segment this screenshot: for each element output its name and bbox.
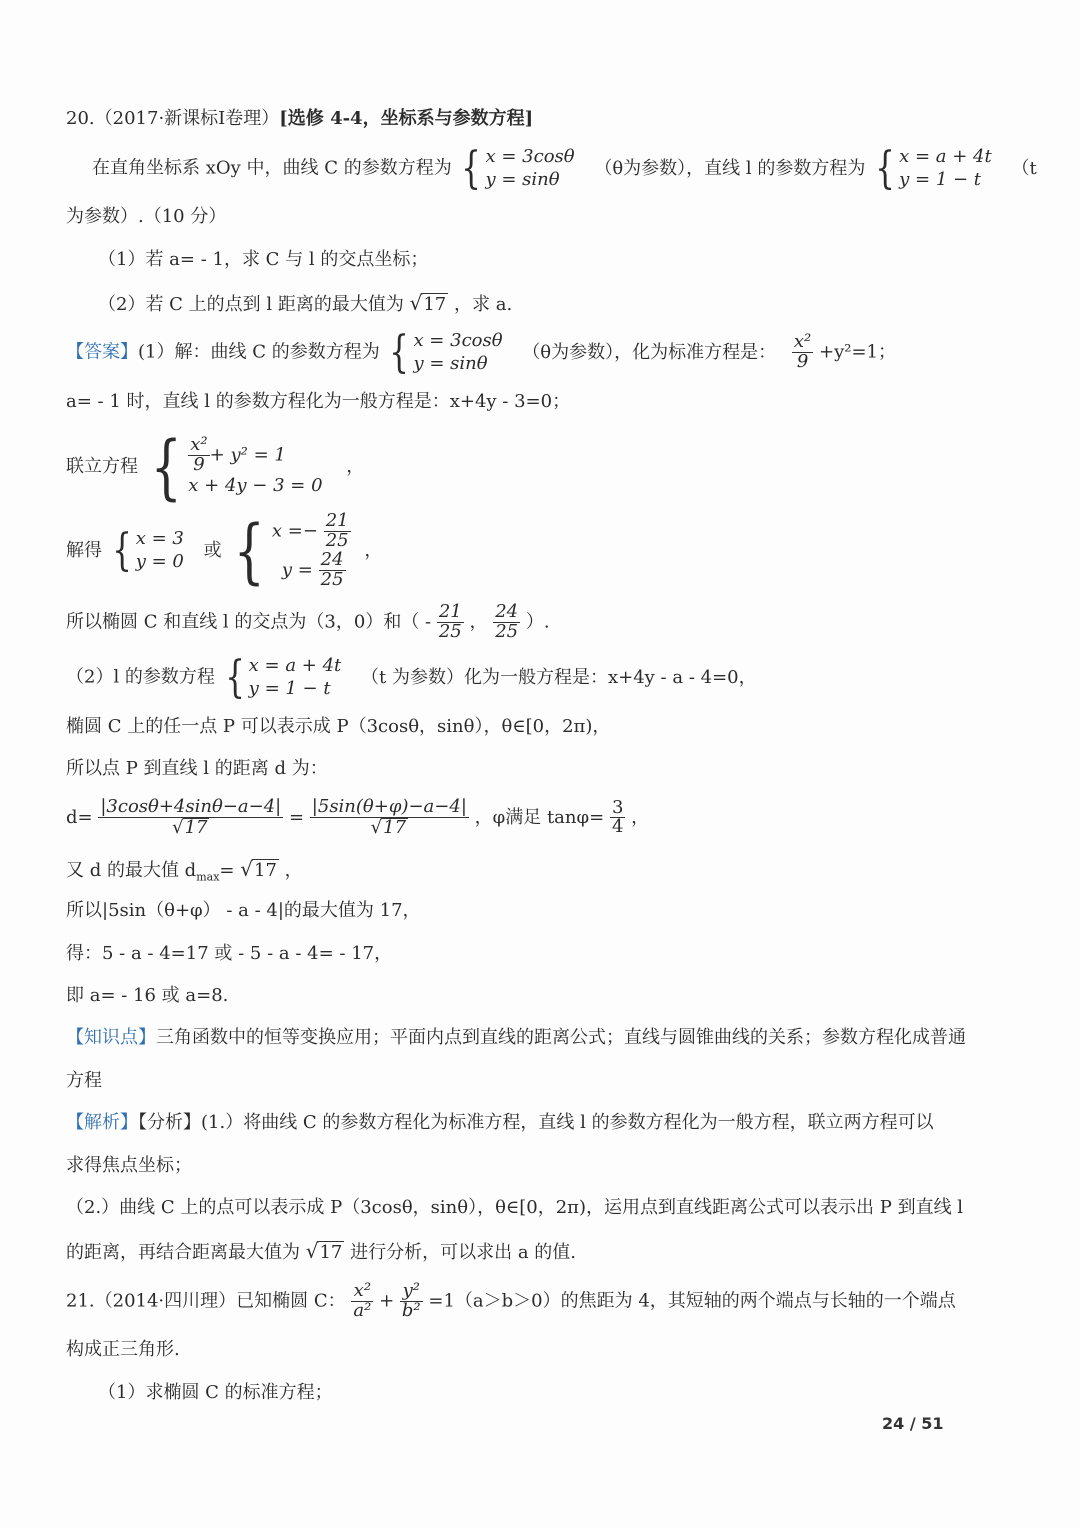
denominator: b² [401, 1299, 421, 1321]
left-brace: { [389, 326, 410, 378]
eq-y: y = 0 [135, 550, 184, 572]
page-number: 24 / 51 [882, 1414, 944, 1433]
fraction [351, 1282, 373, 1321]
eq-y: y = sinθ [485, 168, 560, 190]
text: = [219, 860, 235, 881]
analysis-line [66, 1112, 934, 1134]
question-21-part-1: （1）求椭圆 C 的标准方程； [98, 1382, 333, 1403]
question-header [66, 108, 533, 130]
denominator: a² [353, 1299, 372, 1321]
numerator: x² [793, 331, 812, 353]
eq-row: x + 4y − 3 = 0 [188, 475, 323, 497]
param-system [485, 146, 574, 191]
left-brace: { [875, 142, 895, 194]
sqrt-value: 17 [319, 1242, 343, 1263]
text: 21.（2014·四川理）已知椭圆 C： [66, 1290, 346, 1312]
answer-line [66, 857, 303, 884]
text: ， [284, 860, 303, 881]
text: d= [66, 806, 93, 828]
param-system [899, 146, 992, 191]
text: 进行分析，可以求出 a 的值. [350, 1242, 577, 1263]
question-21-line: 构成正三角形. [66, 1339, 180, 1360]
analysis-tag: 【解析】 [66, 1112, 138, 1133]
question-21-line [66, 1282, 956, 1321]
sqrt-symbol: √ [409, 291, 423, 315]
question-line [92, 142, 1037, 194]
text: ， [364, 539, 383, 561]
eq-x: x =− [271, 520, 318, 542]
distance-formula [66, 798, 649, 838]
text: 联立方程 [66, 456, 138, 477]
eq-x: x = 3 [135, 528, 184, 550]
text: = [288, 806, 305, 828]
answer-tag: 【答案】 [66, 341, 138, 363]
analysis-line [66, 1239, 576, 1264]
text: （θ为参数），直线 l 的参数方程为 [594, 157, 866, 179]
text: 的距离，再结合距离最大值为 [66, 1242, 300, 1263]
left-brace: { [150, 426, 182, 508]
subscript: max [196, 870, 220, 884]
fraction [98, 798, 283, 838]
text: ）. [525, 611, 550, 633]
text: 或 [203, 539, 222, 561]
fraction [310, 798, 469, 838]
text: +y²=1； [818, 341, 896, 363]
left-brace: { [234, 509, 266, 592]
answer-line: 椭圆 C 上的任一点 P 可以表示成 P（3cosθ，sinθ），θ∈[0，2π)， [66, 716, 611, 737]
fraction [792, 333, 813, 372]
eq-x: x = a + 4t [248, 655, 342, 676]
denominator: 9 [796, 351, 809, 372]
answer-line: 所以|5sin（θ+φ） - a - 4|的最大值为 17， [66, 900, 421, 921]
answer-system [66, 426, 365, 508]
fraction [319, 548, 346, 590]
numerator: 21 [325, 510, 349, 531]
answer-line: 所以点 P 到直线 l 的距离 d 为： [66, 758, 328, 779]
denominator: 25 [325, 529, 349, 551]
answer-line [66, 326, 896, 378]
fraction [610, 796, 625, 838]
denominator: 9 [193, 454, 205, 476]
question-source: （2017·新课标Ⅰ卷理） [94, 108, 280, 129]
fraction [324, 512, 351, 551]
answer-line: a= - 1 时，直线 l 的参数方程化为一般方程是：x+4y - 3=0； [66, 391, 571, 412]
sqrt-symbol: √ [172, 816, 184, 838]
eq-y: y = 1 − t [248, 677, 331, 699]
eq-x: x = a + 4t [899, 146, 992, 167]
text: =1（a＞b＞0）的焦距为 4，其短轴的两个端点与长轴的一个端点 [428, 1290, 956, 1312]
param-system [249, 655, 342, 700]
left-brace: { [461, 142, 482, 194]
sqrt-value: 17 [383, 816, 407, 838]
eq-x: x = 3cosθ [485, 146, 575, 167]
sqrt-symbol: √ [240, 857, 253, 881]
solution-2 [272, 512, 351, 590]
text: ， [346, 456, 365, 477]
analysis-line: （2.）曲线 C 上的点可以表示成 P（3cosθ，sinθ），θ∈[0，2π)，运用点到直线距离公式可以表示出 P 到直线 l [66, 1197, 964, 1218]
knowledge-line: 方程 [66, 1070, 102, 1091]
denominator: 25 [438, 620, 462, 642]
text: 又 d 的最大值 d [66, 860, 197, 881]
fraction [188, 436, 209, 475]
numerator: 21 [438, 601, 462, 622]
denominator: 25 [320, 568, 344, 590]
text: （2）若 C 上的点到 l 距离的最大值为 [98, 294, 404, 315]
answer-line: 得：5 - a - 4=17 或 - 5 - a - 4= - 17， [66, 943, 393, 964]
answer-solutions [66, 509, 383, 592]
text: 在直角坐标系 xOy 中，曲线 C 的参数方程为 [92, 157, 452, 179]
denominator: 4 [611, 816, 624, 838]
question-topic: [选修 4-4，坐标系与参数方程] [279, 108, 534, 129]
knowledge-line [66, 1027, 966, 1049]
eq-y: y = [281, 559, 313, 581]
knowledge-tag: 【知识点】 [66, 1027, 156, 1048]
numerator: |5sin(θ+φ)−a−4| [311, 796, 467, 817]
answer-line [66, 651, 757, 703]
text: (1）解：曲线 C 的参数方程为 [138, 341, 380, 363]
eq-y: y = 1 − t [899, 168, 982, 190]
fraction [437, 603, 464, 642]
question-line: 为参数）.（10 分） [66, 206, 227, 227]
param-system [413, 330, 502, 375]
fraction [400, 1282, 423, 1321]
text: ，φ满足 tanφ= [474, 806, 605, 828]
text: 所以椭圆 C 和直线 l 的交点为（3，0）和（ - [66, 611, 432, 633]
text: ， [469, 611, 488, 633]
analysis-line: 求得焦点坐标； [66, 1155, 192, 1176]
question-part-1: （1）若 a= - 1，求 C 与 l 的交点坐标； [98, 249, 429, 270]
left-brace: { [111, 524, 132, 576]
numerator: y² [400, 1282, 423, 1302]
numerator: 24 [495, 601, 519, 622]
left-brace: { [224, 651, 245, 703]
numerator: x² [190, 434, 208, 456]
sqrt-value: 17 [423, 294, 447, 315]
numerator: 24 [320, 548, 344, 570]
eq-tail: + y² = 1 [209, 444, 286, 466]
text: （t 为参数）化为一般方程是：x+4y - a - 4=0， [361, 666, 757, 688]
denominator: 25 [495, 620, 519, 642]
text: + [379, 1290, 395, 1312]
question-number: 20. [66, 108, 95, 129]
text: 【分析】(1.）将曲线 C 的参数方程化为标准方程，直线 l 的参数方程化为一般方程，联立两方程可以 [138, 1112, 934, 1133]
text: （2）l 的参数方程 [66, 666, 215, 688]
sqrt-value: 17 [254, 860, 277, 881]
numerator: |3cosθ+4sinθ−a−4| [100, 796, 282, 817]
solution-1 [136, 528, 184, 573]
sqrt-value: 17 [184, 816, 208, 838]
answer-intersection [66, 603, 550, 642]
fraction [493, 603, 520, 642]
equation-system [188, 436, 322, 497]
sqrt-symbol: √ [305, 1239, 319, 1263]
text: ， [631, 806, 650, 828]
text: （t [1011, 157, 1037, 179]
eq-y: y = sinθ [413, 352, 488, 374]
answer-line: 即 a= - 16 或 a=8. [66, 985, 229, 1006]
text: （θ为参数），化为标准方程是： [522, 341, 777, 363]
text: 三角函数中的恒等变换应用；平面内点到直线的距离公式；直线与圆锥曲线的关系；参数方程化成普通 [156, 1027, 966, 1048]
text: ，求 a. [454, 294, 513, 315]
numerator: x² [351, 1282, 373, 1302]
eq-x: x = 3cosθ [413, 330, 503, 351]
question-part-2 [98, 291, 512, 316]
text: 解得 [66, 539, 102, 561]
sqrt-symbol: √ [370, 816, 383, 838]
numerator: 3 [611, 796, 624, 818]
